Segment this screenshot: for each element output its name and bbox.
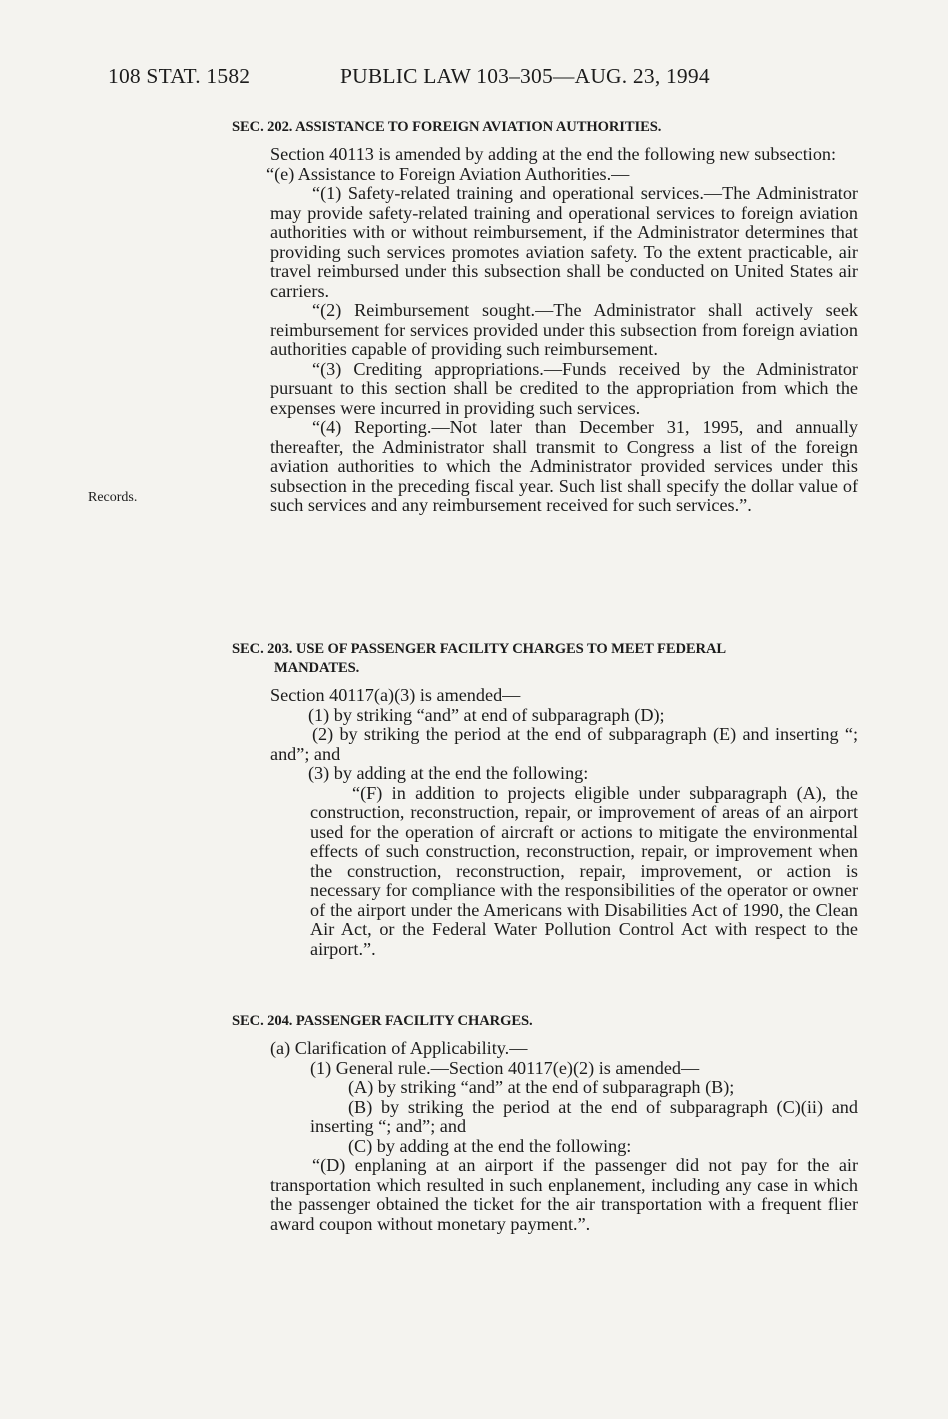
subsection-e-heading: “(e) Assistance to Foreign Aviation Authorities.—	[266, 163, 630, 184]
margin-note-records: Records.	[88, 490, 138, 505]
section-204-sub-d: “(D) enplaning at an airport if the passenger did not pay for the air transportation which resulted in such enplanement, including any case in which the passenger obtained the ticket for the air transportation with a frequent flier award coupon without monetary payment.”.	[270, 1155, 858, 1234]
section-203-item-3: (3) by adding at the end the following:	[308, 763, 589, 783]
section-204-sub-c: (C) by adding at the end the following:	[348, 1135, 632, 1156]
section-203-item-2: (2) by striking the period at the end of subparagraph (E) and inserting “; and”; and	[270, 724, 858, 764]
section-203-heading	[232, 640, 858, 678]
subparagraph-f: “(F) in addition to projects eligible under subparagraph (A), the construction, reconstruction, repair, or improvement of areas of an airport used for the operation of aircraft or actions to mitigate the environmental effects of such construction, reconstruction, repair, or improvement when the construction, reconstruction, repair, improvement, or action is necessary for compliance with the responsibilities of the operator or owner of the airport under the Americans with Disabilities Act of 1990, the Clean Air Act, or the Federal Water Pollution Control Act with respect to the airport.”.	[310, 782, 858, 959]
paragraph-1-safety-training: “(1) Safety-related training and operational services.—The Administrator may provide safety-related training and operational services to foreign aviation authorities with or without reimbursement, if the Administrator determines that providing such services promotes aviation safety. To the extent practicable, air travel reimbursed under this subsection shall be conducted on United States air carriers.	[270, 183, 858, 301]
section-203	[232, 640, 858, 959]
section-204-sub-a: (A) by striking “and” at the end of subparagraph (B);	[348, 1077, 735, 1097]
section-203-intro: Section 40117(a)(3) is amended—	[270, 685, 521, 705]
section-204-sub-b: (B) by striking the period at the end of subparagraph (C)(ii) and inserting “; and”; and	[310, 1096, 858, 1136]
section-204-paragraph-1: (1) General rule.—Section 40117(e)(2) is amended—	[310, 1057, 700, 1078]
stat-page-number: 108 STAT. 1582	[108, 64, 251, 88]
subsection-a-heading: (a) Clarification of Applicability.—	[270, 1038, 528, 1058]
paragraph-2-reimbursement: “(2) Reimbursement sought.—The Administrator shall actively seek reimbursement for services provided under this subsection from foreign aviation authorities capable of providing such reimbursement.	[270, 300, 858, 359]
paragraph-3-crediting: “(3) Crediting appropriations.—Funds received by the Administrator pursuant to this section shall be credited to the appropriation from which the expenses were incurred in providing such services.	[270, 358, 858, 418]
section-204	[232, 1012, 858, 1234]
section-202-intro: Section 40113 is amended by adding at the end the following new subsection:	[270, 144, 837, 164]
section-203-item-1: (1) by striking “and” at end of subparagraph (D);	[308, 704, 665, 725]
paragraph-4-reporting: “(4) Reporting.—Not later than December 31, 1995, and annually thereafter, the Administrator shall transmit to Congress a list of the foreign aviation authorities to which the Administrator provided services under this subsection in the preceding fiscal year. Such list shall specify the dollar value of such services and any reimbursement received for such services.”.	[270, 417, 858, 515]
public-law-citation: PUBLIC LAW 103–305—AUG. 23, 1994	[340, 64, 710, 88]
section-203-heading-line2: MANDATES.	[274, 660, 360, 676]
section-202-heading: SEC. 202. ASSISTANCE TO FOREIGN AVIATION AUTHORITIES.	[232, 119, 662, 135]
section-203-heading-line1: SEC. 203. USE OF PASSENGER FACILITY CHARGES TO MEET FEDERAL	[232, 641, 727, 657]
section-204-heading: SEC. 204. PASSENGER FACILITY CHARGES.	[232, 1013, 533, 1029]
section-202	[232, 118, 858, 516]
